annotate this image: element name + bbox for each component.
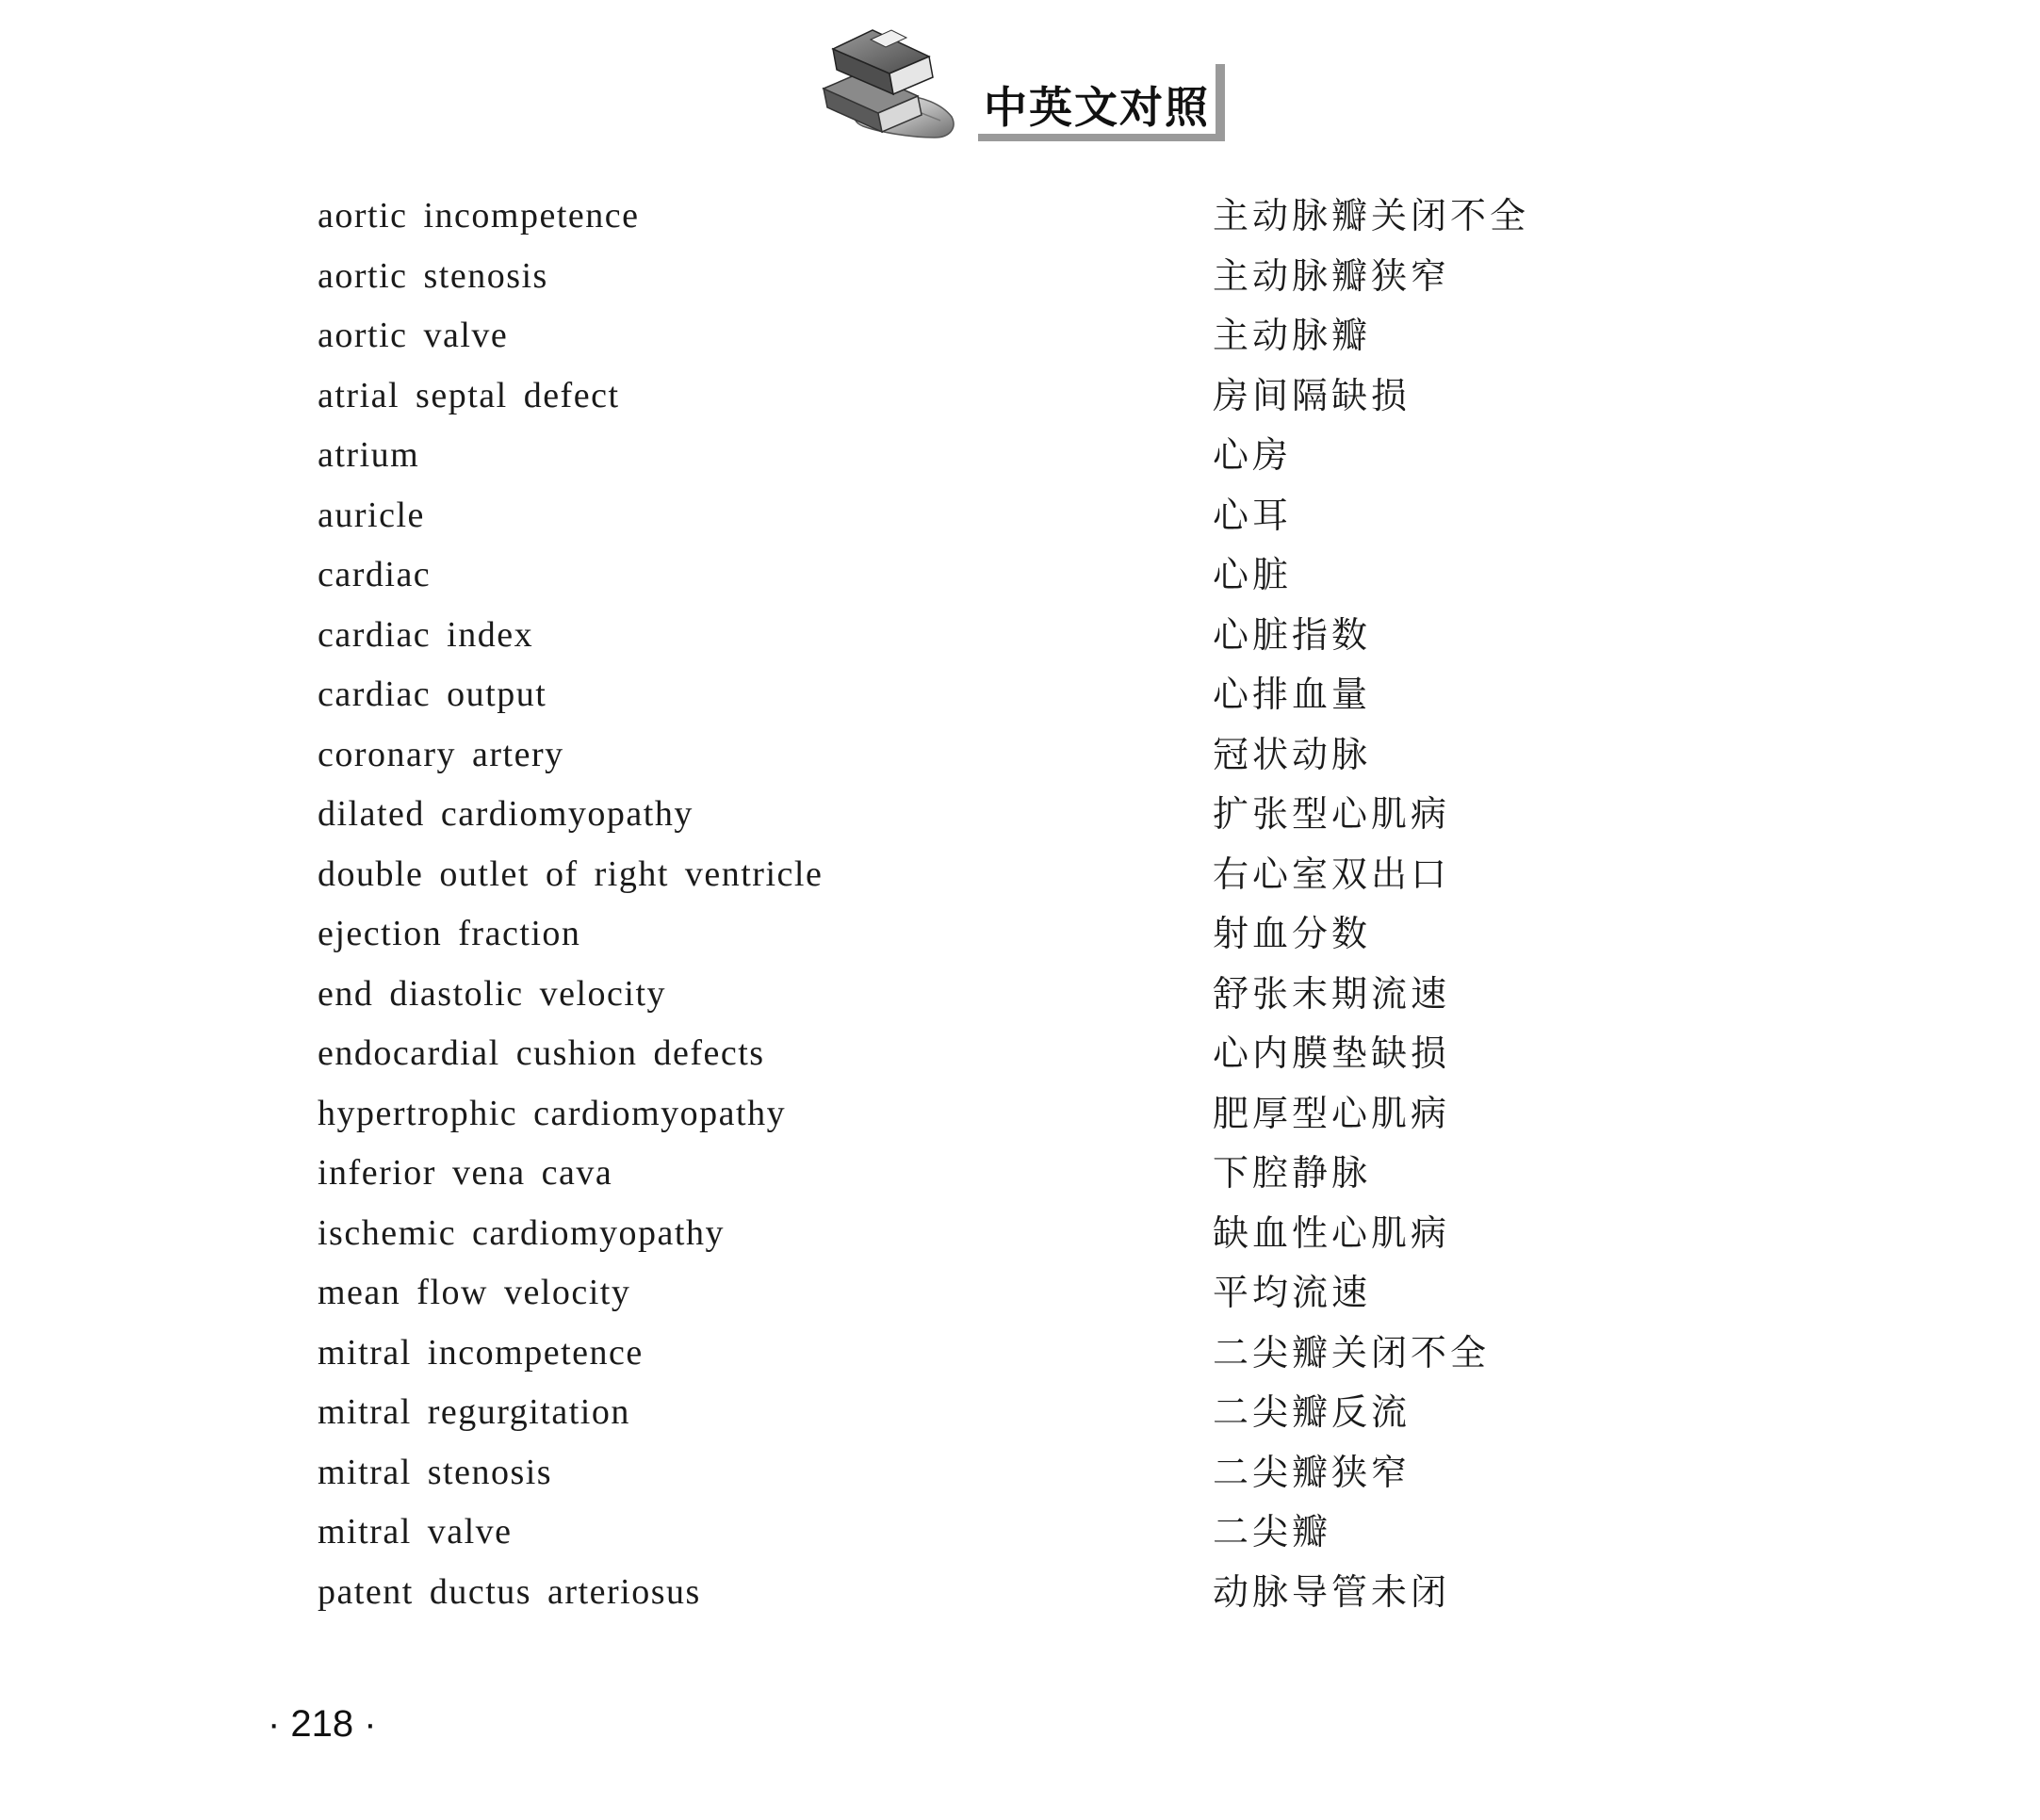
chinese-term: 右心室双出口 xyxy=(1213,853,1451,895)
chinese-term: 平均流速 xyxy=(1213,1272,1372,1313)
english-term: mean flow velocity xyxy=(318,1273,631,1312)
english-term: coronary artery xyxy=(318,734,564,774)
book-mouse-icon xyxy=(820,23,961,145)
english-term: aortic valve xyxy=(318,316,509,355)
english-term: ischemic cardiomyopathy xyxy=(318,1212,725,1253)
chinese-term: 二尖瓣关闭不全 xyxy=(1213,1331,1491,1373)
glossary-row xyxy=(318,845,1731,905)
chinese-term: 心内膜垫缺损 xyxy=(1213,1032,1451,1074)
glossary-row xyxy=(318,785,1731,845)
english-term: cardiac output xyxy=(318,674,547,714)
english-term: aortic stenosis xyxy=(318,255,548,296)
glossary-row xyxy=(318,247,1731,307)
chinese-term: 舒张末期流速 xyxy=(1213,972,1451,1015)
english-term: dilated cardiomyopathy xyxy=(318,794,694,834)
chinese-term: 心耳 xyxy=(1213,494,1293,536)
glossary-row xyxy=(318,606,1731,666)
chinese-term: 二尖瓣 xyxy=(1213,1511,1332,1552)
english-term: mitral valve xyxy=(318,1512,513,1552)
chinese-term: 动脉导管未闭 xyxy=(1213,1570,1451,1613)
chinese-term: 下腔静脉 xyxy=(1213,1152,1372,1194)
chinese-term: 主动脉瓣 xyxy=(1213,315,1372,356)
header-title-box xyxy=(978,64,1225,141)
english-term: hypertrophic cardiomyopathy xyxy=(318,1093,787,1133)
english-term: endocardial cushion defects xyxy=(318,1033,765,1073)
chinese-term: 主动脉瓣狭窄 xyxy=(1213,254,1451,297)
english-term: atrium xyxy=(318,435,420,475)
chinese-term: 房间隔缺损 xyxy=(1213,374,1412,416)
glossary-row xyxy=(318,965,1731,1025)
glossary-row xyxy=(318,545,1731,606)
english-term: auricle xyxy=(318,495,425,535)
glossary-row xyxy=(318,904,1731,965)
page-title: 中英文对照 xyxy=(984,82,1210,133)
chinese-term: 主动脉瓣关闭不全 xyxy=(1213,195,1530,236)
english-term: mitral regurgitation xyxy=(318,1392,630,1432)
english-term: cardiac xyxy=(318,555,432,594)
chinese-term: 冠状动脉 xyxy=(1213,733,1372,775)
chinese-term: 二尖瓣狭窄 xyxy=(1213,1451,1412,1493)
glossary-row xyxy=(318,306,1731,366)
chinese-term: 心房 xyxy=(1213,434,1293,476)
english-term: mitral incompetence xyxy=(318,1332,644,1373)
glossary-row xyxy=(318,725,1731,786)
glossary-row xyxy=(318,366,1731,427)
glossary-row xyxy=(318,1263,1731,1324)
english-term: end diastolic velocity xyxy=(318,973,667,1014)
glossary-row xyxy=(318,1443,1731,1503)
page-header xyxy=(820,23,1244,145)
english-term: mitral stenosis xyxy=(318,1452,553,1492)
chinese-term: 二尖瓣反流 xyxy=(1213,1391,1412,1433)
glossary-row xyxy=(318,1383,1731,1443)
glossary-row xyxy=(318,1563,1731,1623)
chinese-term: 心排血量 xyxy=(1213,674,1372,715)
chinese-term: 扩张型心肌病 xyxy=(1213,793,1451,835)
glossary-row xyxy=(318,1204,1731,1264)
glossary-row xyxy=(318,187,1731,247)
glossary-row xyxy=(318,1503,1731,1563)
glossary-row xyxy=(318,1084,1731,1145)
page-number: · 218 · xyxy=(268,1703,377,1745)
glossary-row xyxy=(318,1144,1731,1204)
chinese-term: 心脏 xyxy=(1213,554,1293,595)
english-term: atrial septal defect xyxy=(318,375,620,415)
glossary-row xyxy=(318,426,1731,486)
glossary-row xyxy=(318,486,1731,546)
glossary-row xyxy=(318,1324,1731,1384)
english-term: cardiac index xyxy=(318,614,534,655)
english-term: ejection fraction xyxy=(318,914,581,953)
english-term: patent ductus arteriosus xyxy=(318,1571,701,1612)
chinese-term: 肥厚型心肌病 xyxy=(1213,1092,1451,1134)
chinese-term: 心脏指数 xyxy=(1213,613,1372,656)
english-term: double outlet of right ventricle xyxy=(318,853,824,894)
english-term: inferior vena cava xyxy=(318,1153,613,1193)
glossary-list xyxy=(318,187,1731,1622)
chinese-term: 缺血性心肌病 xyxy=(1213,1211,1451,1254)
english-term: aortic incompetence xyxy=(318,196,640,236)
glossary-row xyxy=(318,665,1731,725)
chinese-term: 射血分数 xyxy=(1213,913,1372,954)
glossary-row xyxy=(318,1024,1731,1084)
